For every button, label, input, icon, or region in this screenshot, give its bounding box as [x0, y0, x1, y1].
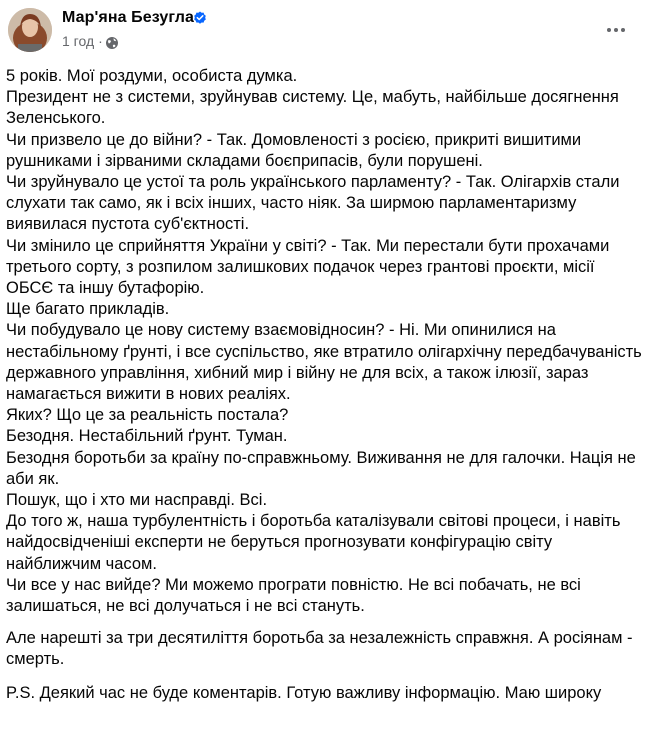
more-options-button[interactable] [600, 14, 632, 46]
post-paragraph: Безодня боротьби за країну по-справжньому. Виживання не для галочки. Нація не аби як. [6, 448, 636, 488]
post-paragraph: До того ж, наша турбулентність і боротьба каталізували світові процеси, і навіть найдосвідченіші експерти не беруться прогнозувати конфігурацію світу найближчим часом. [6, 512, 621, 573]
post-paragraph: Чи призвело це до війни? - Так. Домовленості з росією, прикриті вишитими рушниками і зірваними складами боєприпасів, були порушені. [6, 130, 582, 170]
author-avatar[interactable] [8, 8, 52, 52]
post-paragraph: Чи побудувало це нову систему взаємовідносин? - Ні. Ми опинилися на нестабільному ґрунті, і все суспільство, яке втратило олігархічну передбачуваність державного управління, хибний мир і війну не для всіх, а також ілюзії, зараз намагається вижити в нових реаліях. [6, 321, 642, 404]
author-name[interactable]: Мар'яна Безугла [62, 9, 195, 26]
post-paragraph: Чи зруйнувало це устої та роль українського парламенту? - Так. Олігархів стали слухати так само, як і всіх інших, часто ніяк. За ширмою парламентаризму виявилася пустота суб'єктності. [6, 173, 620, 234]
meta-separator: · [98, 33, 103, 49]
more-options-icon-dot [614, 28, 618, 32]
globe-icon[interactable] [105, 36, 119, 50]
post-paragraph: Але нарешті за три десятиліття боротьба за незалежність справжня. А росіянам - смерть. [6, 629, 633, 669]
post-paragraph: Чи все у нас вийде? Ми можемо програти повністю. Не всі побачать, не всі залишаться, не всі долучаться і не всі стануть. [6, 575, 581, 616]
post-text [6, 66, 642, 704]
post-paragraph: Безодня. Нестабільний ґрунт. Туман. [6, 427, 288, 446]
more-options-icon-dot [621, 28, 625, 32]
post-paragraph: Чи змінило це сприйняття України у світі? - Так. Ми перестали бути прохачами третього сорту, з розпилом залишкових подачок через грантові проєкти, місії ОБСЄ та іншу бутафорію. [6, 236, 610, 298]
more-options-icon [607, 28, 611, 32]
post-paragraph: 5 років. Мої роздуми, особиста думка. [6, 67, 298, 85]
post-meta [62, 33, 107, 49]
post-paragraph: Пошук, що і хто ми насправді. Всі. [6, 491, 268, 510]
post-paragraph-truncated: P.S. Деякий час не буде коментарів. Готую важливу інформацію. Маю широку [6, 683, 602, 702]
post-paragraph: Ще багато прикладів. [6, 300, 170, 319]
avatar-photo [8, 8, 52, 52]
post-paragraph: Яких? Що це за реальність постала? [6, 406, 289, 425]
post-timestamp[interactable]: 1 год [62, 33, 95, 49]
post-paragraph: Президент не з системи, зруйнував систему. Це, мабуть, найбільше досягнення Зеленського. [6, 88, 619, 128]
verified-badge-icon [193, 11, 207, 25]
post-header [0, 0, 648, 60]
